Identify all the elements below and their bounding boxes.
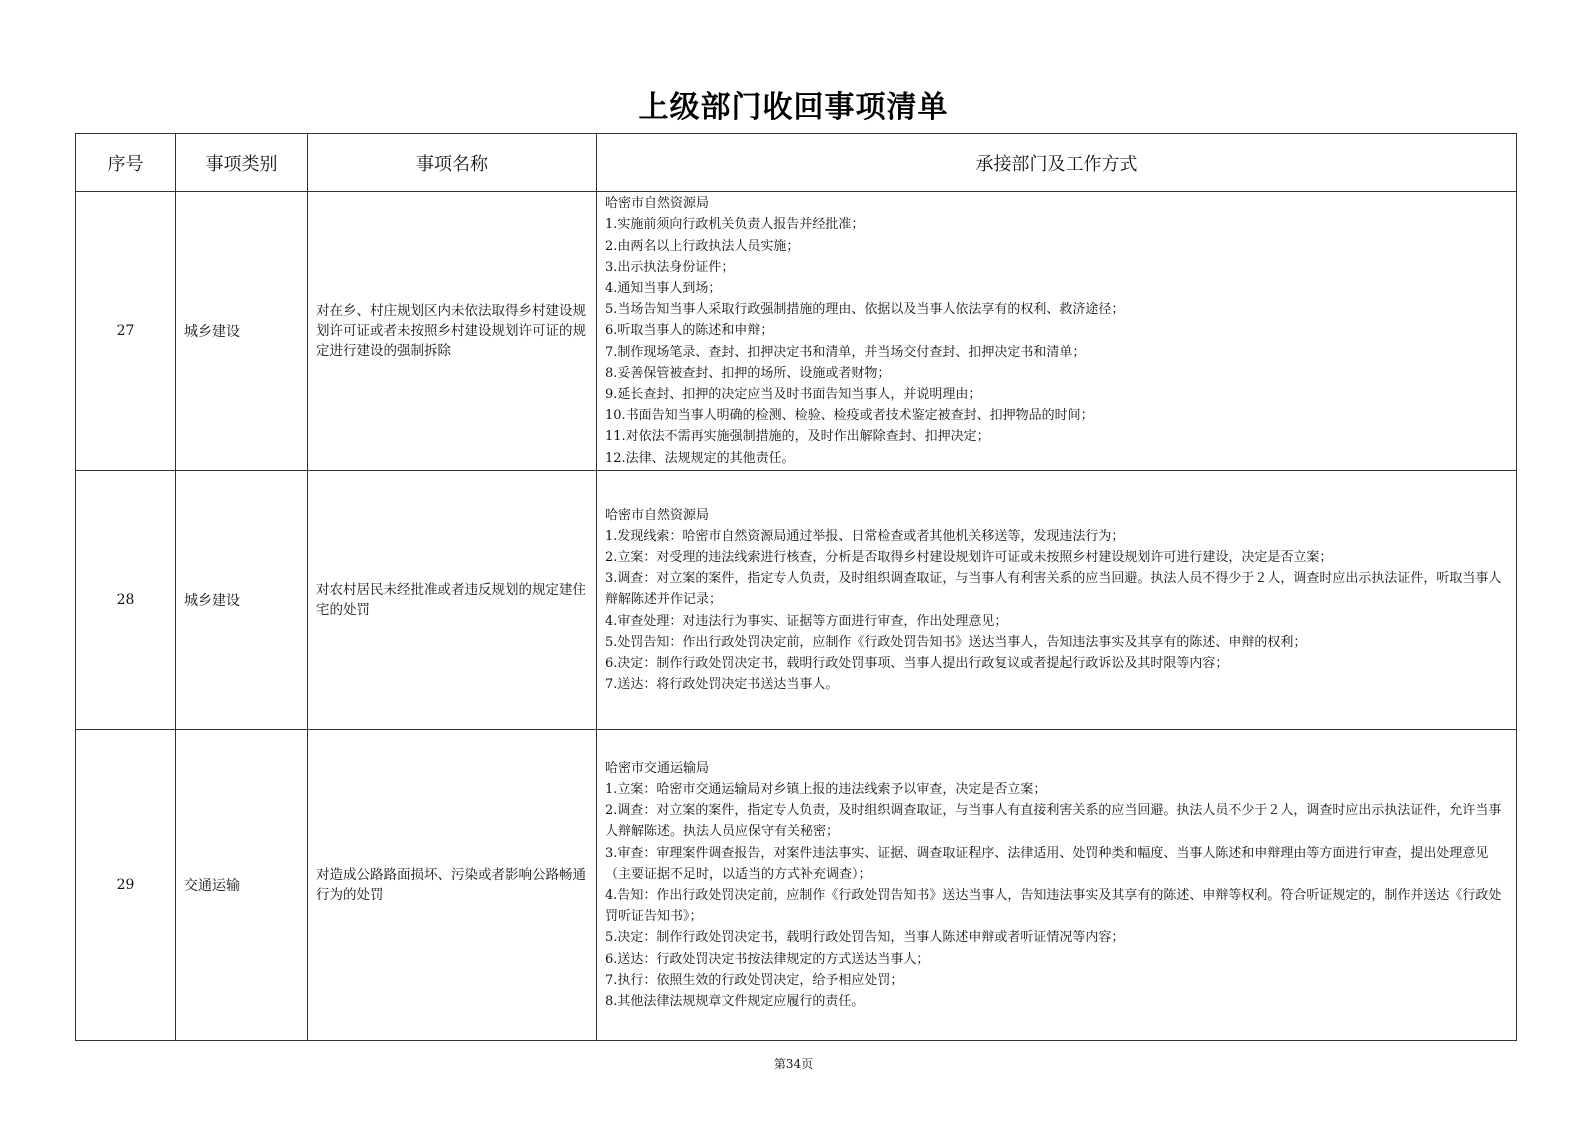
method-line: 7.送达：将行政处罚决定书送达当事人。 (605, 677, 839, 693)
row-seq: 27 (76, 192, 176, 471)
method-line: 5.处罚告知：作出行政处罚决定前，应制作《行政处罚告知书》送达当事人，告知违法事实及其享有的陈述、申辩的权利； (605, 634, 1307, 650)
method-line: 1.实施前须向行政机关负责人报告并经批准； (605, 217, 865, 233)
method-line: 3.调查：对立案的案件，指定专人负责，及时组织调查取证，与当事人有利害关系的应当回避。执法人员不得少于２人，调查时应出示执法证件，听取当事人辩解陈述并作记录； (605, 571, 1502, 608)
method-line: 6.决定：制作行政处罚决定书，载明行政处罚事项、当事人提出行政复议或者提起行政诉讼及其时限等内容； (605, 656, 1229, 671)
method-line: 5.决定：制作行政处罚决定书，载明行政处罚告知，当事人陈述申辩或者听证情况等内容； (605, 930, 1125, 946)
method-line: 3.审查：审理案件调查报告，对案件违法事实、证据、调查取证程序、法律适用、处罚种类和幅度、当事人陈述和申辩理由等方面进行审查，提出处理意见（主要证据不足时，以适当的方式补充调查）； (605, 845, 1489, 882)
table-row (76, 192, 1517, 471)
method-line: 4.告知：作出行政处罚决定前，应制作《行政处罚告知书》送达当事人，告知违法事实及其享有的陈述、申辩等权利。符合听证规定的，制作并送达《行政处罚听证告知书》； (605, 888, 1502, 925)
row-name: 对在乡、村庄规划区内未依法取得乡村建设规划许可证或者未按照乡村建设规划许可证的规定进行建设的强制拆除 (308, 192, 597, 471)
row-name: 对造成公路路面损坏、污染或者影响公路畅通行为的处罚 (308, 730, 597, 1041)
method-line: 7.执行：依照生效的行政处罚决定，给予相应处罚； (605, 972, 904, 988)
method-line: 3.出示执法身份证件； (605, 259, 735, 275)
row-method (597, 730, 1517, 1041)
method-line: 8.其他法律法规规章文件规定应履行的责任。 (605, 994, 865, 1010)
row-category: 交通运输 (176, 730, 308, 1041)
method-line: 1.立案：哈密市交通运输局对乡镇上报的违法线索予以审查，决定是否立案； (605, 781, 1047, 797)
method-line: 1.发现线索：哈密市自然资源局通过举报、日常检查或者其他机关移送等，发现违法行为； (605, 528, 1125, 544)
page-title: 上级部门收回事项清单 (638, 90, 949, 125)
method-line: 哈密市交通运输局 (605, 760, 710, 776)
method-line: 4.审查处理：对违法行为事实、证据等方面进行审查，作出处理意见； (605, 613, 1008, 629)
row-name: 对农村居民未经批准或者违反规划的规定建住宅的处罚 (308, 471, 597, 730)
row-category: 城乡建设 (176, 471, 308, 730)
row-category: 城乡建设 (176, 192, 308, 471)
row-method (597, 471, 1517, 730)
method-line: 哈密市自然资源局 (605, 196, 710, 212)
table-row (76, 730, 1517, 1041)
method-line: 12.法律、法规规定的其他责任。 (605, 450, 795, 466)
method-line: 10.书面告知当事人明确的检测、检验、检疫或者技术鉴定被查封、扣押物品的时间； (605, 408, 1094, 424)
header-method: 承接部门及工作方式 (597, 134, 1517, 192)
method-line: 2.由两名以上行政执法人员实施； (605, 238, 800, 254)
method-line: 5.当场告知当事人采取行政强制措施的理由、依据以及当事人依法享有的权利、救济途径； (605, 302, 1125, 318)
table-header-row (76, 134, 1517, 192)
method-line: 6.送达：行政处罚决定书按法律规定的方式送达当事人； (605, 951, 930, 967)
method-line: 6.听取当事人的陈述和申辩； (605, 323, 774, 339)
method-line: 7.制作现场笔录、查封、扣押决定书和清单，并当场交付查封、扣押决定书和清单； (605, 344, 1086, 360)
method-line: 4.通知当事人到场； (605, 280, 722, 296)
header-category: 事项类别 (176, 134, 308, 192)
matters-table (75, 133, 1517, 1041)
header-seq: 序号 (76, 134, 176, 192)
method-line: 2.调查：对立案的案件，指定专人负责，及时组织调查取证，与当事人有直接利害关系的应当回避。执法人员不少于２人，调查时应出示执法证件，允许当事人辩解陈述。执法人员应保守有关秘密； (605, 803, 1502, 840)
row-seq: 29 (76, 730, 176, 1041)
page-number: 第34页 (773, 1057, 814, 1071)
method-line: 11.对依法不需再实施强制措施的，及时作出解除查封、扣押决定； (605, 429, 990, 445)
method-line: 哈密市自然资源局 (605, 507, 710, 523)
row-seq: 28 (76, 471, 176, 730)
method-line: 8.妥善保管被查封、扣押的场所、设施或者财物； (605, 365, 891, 381)
method-line: 9.延长查封、扣押的决定应当及时书面告知当事人，并说明理由； (605, 387, 982, 402)
header-name: 事项名称 (308, 134, 597, 192)
table-row (76, 471, 1517, 730)
row-method (597, 192, 1517, 471)
method-line: 2.立案：对受理的违法线索进行核查，分析是否取得乡村建设规划许可证或未按照乡村建设规划许可进行建设，决定是否立案； (605, 549, 1333, 565)
